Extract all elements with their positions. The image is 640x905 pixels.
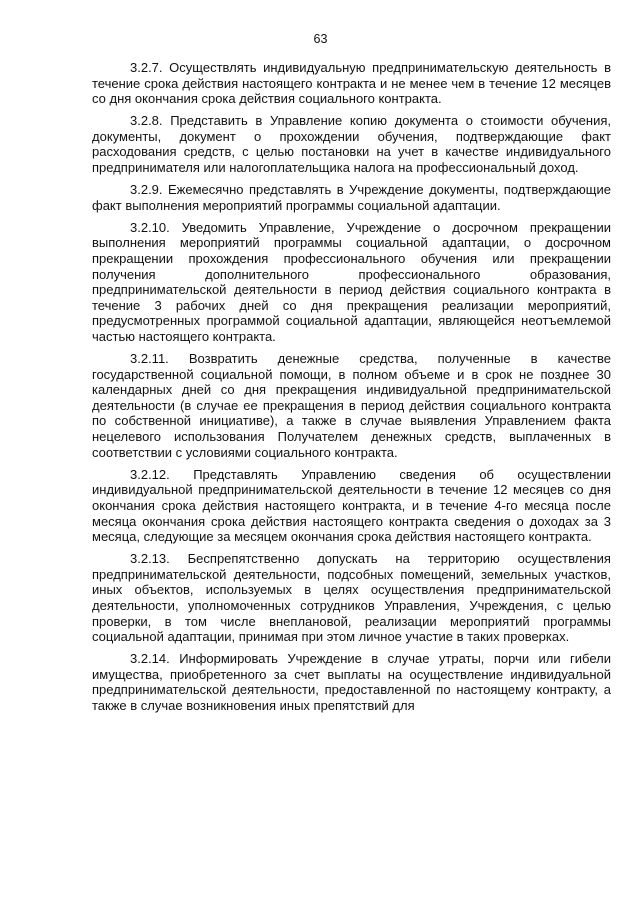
page-number: 63 <box>313 32 328 46</box>
clause-number: 3.2.12. <box>130 466 170 482</box>
clause-number: 3.2.13. <box>130 551 170 567</box>
clause-text: Ежемесячно представлять в Учреждение документы, подтверждающие факт выполнения мероприятий программы социальной адаптации. <box>92 182 611 213</box>
clause-text: Представлять Управлению сведения об осуществлении индивидуальной предпринимательской деятельности в течение 12 месяцев со дня окончания срока действия настоящего контракта, и в течение 4-го месяца после месяца окончания срока действия настоящего контракта сведения о доходах за 3 месяца, следующие за месяцем окончания срока действия настоящего контракта. <box>92 466 611 545</box>
clause-text: Представить в Управление копию документа о стоимости обучения, документы, документ о прохождении обучения, подтверждающие факт расходования средств, с целью постановки на учет в качестве индивидуального предпринимателя или налогоплательщика налога на профессиональный доход. <box>92 113 611 176</box>
clause-3-2-13 <box>92 551 611 645</box>
clause-number: 3.2.9. <box>130 182 163 198</box>
clause-text: Информировать Учреждение в случае утраты, порчи или гибели имущества, приобретенного за счет выплаты на осуществление индивидуальной предпринимательской деятельности, предоставленной по настоящему контракту, а также в случае возникновения иных препятствий для <box>92 651 611 714</box>
clause-text: Возвратить денежные средства, полученные в качестве государственной социальной помощи, в полном объеме и в срок не позднее 30 календарных дней со дня прекращения индивидуальной предпринимательской деятельности (в случае ее прекращения в период действия социального контракта по собственной инициативе), а также в случае выявления Управлением факта нецелевого использования Получателем денежных средств, выплаченных в соответствии с условиями социального контракта. <box>92 351 611 460</box>
clause-text: Уведомить Управление, Учреждение о досрочном прекращении выполнения мероприятий программы социальной адаптации, о досрочном прекращении прохождения профессионального обучения или прекращении получения дополнительного профессионального образования, предпринимательской деятельности в период действия социального контракта в течение 3 рабочих дней со дня прекращения реализации мероприятий, предусмотренных программой социальной адаптации, являющейся неотъемлемой частью настоящего контракта. <box>92 219 611 344</box>
clause-3-2-12 <box>92 467 611 545</box>
clause-number: 3.2.10. <box>130 219 170 235</box>
clause-3-2-7 <box>92 60 611 107</box>
clause-number: 3.2.7. <box>130 60 163 75</box>
clause-3-2-8 <box>92 113 611 175</box>
clause-text: Осуществлять индивидуальную предпринимательскую деятельность в течение срока действия настоящего контракта и не менее чем в течение 12 месяцев со дня окончания срока действия социального контракта. <box>92 60 611 107</box>
clause-number: 3.2.8. <box>130 113 163 129</box>
clause-number: 3.2.14. <box>130 651 170 667</box>
clause-3-2-14 <box>92 651 611 713</box>
clause-3-2-11 <box>92 351 611 460</box>
clause-3-2-10 <box>92 220 611 345</box>
clause-3-2-9 <box>92 182 611 213</box>
clause-text: Беспрепятственно допускать на территорию осуществления предпринимательской деятельности, подсобных помещений, земельных участков, иных объектов, используемых в целях осуществления предпринимательской деятельности, уполномоченных сотрудников Управления, Учреждения, с целью проверки, в том числе внеплановой, реализации мероприятий программы социальной адаптации, принимая при этом личное участие в таких проверках. <box>92 551 611 645</box>
clause-number: 3.2.11. <box>130 351 169 367</box>
